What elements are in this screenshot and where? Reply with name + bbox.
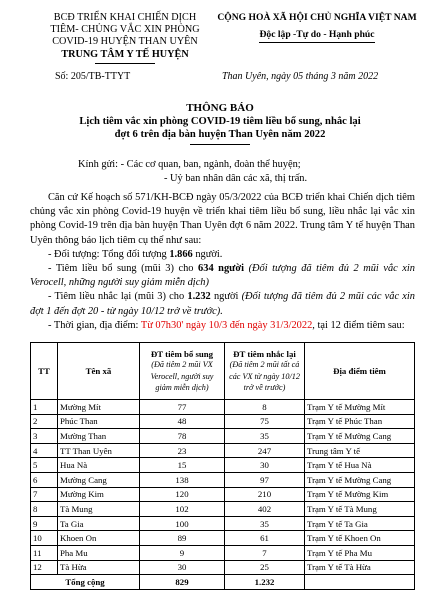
schedule-period: Từ 07h30' ngày 10/3 đến ngày 31/3/2022 [140, 319, 313, 331]
title-divider [190, 144, 250, 145]
cell-commune: Ta Gia [58, 516, 140, 531]
cell-reminder: 97 [225, 472, 305, 487]
cell-booster: 77 [140, 400, 225, 415]
cell-location: Trạm Y tế Mường Kim [305, 487, 415, 502]
cell-booster: 102 [140, 502, 225, 517]
cell-reminder: 61 [225, 531, 305, 546]
table-row [31, 531, 415, 546]
cell-commune: TT Than Uyên [58, 443, 140, 458]
notice-body [30, 191, 415, 333]
cell-reminder: 35 [225, 429, 305, 444]
cell-commune: Mường Than [58, 429, 140, 444]
subjects-text: - Đối tượng: Tổng đối tượng [48, 248, 170, 260]
document-date: Than Uyên, ngày 05 tháng 3 năm 2022 [222, 71, 379, 82]
cell-reminder: 75 [225, 414, 305, 429]
national-header [206, 12, 428, 43]
recipients-line-1 [78, 158, 307, 172]
reminder-header-label: ĐT tiêm nhắc lại [233, 348, 296, 359]
cell-commune: Mường Cang [58, 472, 140, 487]
cell-booster: 138 [140, 472, 225, 487]
table-body [31, 400, 415, 590]
table-total-row [31, 575, 415, 590]
cell-commune: Phúc Than [58, 414, 140, 429]
body-paragraph-subjects [30, 248, 415, 262]
cell-tt: 4 [31, 443, 58, 458]
subjects-total: 1.866 [169, 248, 193, 260]
cell-tt: 1 [31, 400, 58, 415]
cell-location: Trạm Y tế Tà Hừa [305, 560, 415, 575]
cell-booster: 48 [140, 414, 225, 429]
cell-booster: 89 [140, 531, 225, 546]
cell-location: Trạm Y tế Phúc Than [305, 414, 415, 429]
cell-booster: 100 [140, 516, 225, 531]
reminder-unit: người [210, 291, 242, 303]
cell-location: Trạm Y tế Tà Mung [305, 502, 415, 517]
booster-header-note: (Đã tiêm 2 mũi VX Verocell, người suy giảm miễn dịch) [150, 360, 214, 392]
table-row [31, 560, 415, 575]
document-title: THÔNG BÁO [186, 102, 254, 114]
cell-location: Trạm Y tế Mường Cang [305, 472, 415, 487]
body-paragraph-basis: Căn cứ Kế hoạch số 571/KH-BCĐ ngày 05/3/2022 của BCĐ triển khai Chiến dịch tiêm chủng vắc xin phòng Covid-19 huyện về triển khai tiêm liều bổ sung, liều nhắc lại vắc xin phòng Covid-19 trên địa bàn huyện Than Uyên đợt 6 năm 2022. Trung tâm Y tế huyện Than Uyên thông báo lịch tiêm cụ thể như sau: [30, 192, 415, 246]
booster-count: 634 người [198, 263, 245, 275]
cell-booster: 78 [140, 429, 225, 444]
total-reminder: 1.232 [225, 575, 305, 590]
document-subtitle-1: Lịch tiêm vắc xin phòng COVID-19 tiêm liều bổ sung, nhắc lại [79, 116, 361, 127]
issuer-line-3: COVID-19 HUYỆN THAN UYÊN [52, 36, 198, 47]
cell-tt: 12 [31, 560, 58, 575]
col-header-tt: TT [31, 343, 58, 400]
cell-tt: 5 [31, 458, 58, 473]
cell-location: Trạm Y tế Hua Nà [305, 458, 415, 473]
cell-location: Trạm Y tế Mường Cang [305, 429, 415, 444]
cell-tt: 9 [31, 516, 58, 531]
schedule-tail: , tại 12 điểm tiêm sau: [312, 319, 405, 331]
cell-reminder: 8 [225, 400, 305, 415]
issuer-divider [95, 63, 155, 64]
cell-commune: Tà Hừa [58, 560, 140, 575]
cell-tt: 7 [31, 487, 58, 502]
cell-tt: 11 [31, 545, 58, 560]
table-row [31, 487, 415, 502]
cell-commune: Mường Mít [58, 400, 140, 415]
vaccination-schedule-table [30, 342, 415, 590]
table-row [31, 545, 415, 560]
cell-location: Trạm Y tế Pha Mu [305, 545, 415, 560]
reminder-note: (Đối tượng đã tiêm đủ 2 mũi các vắc xin đợt 1 đến đợt 20 - từ ngày 10/12 trở về trước). [30, 291, 415, 317]
cell-reminder: 247 [225, 443, 305, 458]
booster-text: - Tiêm liều bổ sung (mũi 3) cho [48, 263, 199, 275]
table-row [31, 458, 415, 473]
issuer-line-2: TIÊM- CHỦNG VẮC XIN PHÒNG [50, 24, 200, 35]
cell-commune: Pha Mu [58, 545, 140, 560]
issuer-block [30, 12, 220, 64]
cell-reminder: 210 [225, 487, 305, 502]
cell-booster: 15 [140, 458, 225, 473]
col-header-booster [140, 343, 225, 400]
recipients-block [78, 158, 307, 186]
booster-header-label: ĐT tiêm bổ sung [150, 348, 214, 359]
cell-booster: 9 [140, 545, 225, 560]
document-number: Số: 205/TB-TTYT [55, 71, 131, 82]
recipient-2: - Uỷ ban nhân dân các xã, thị trấn. [164, 173, 308, 184]
cell-location: Trung tâm Y tế [305, 443, 415, 458]
cell-booster: 23 [140, 443, 225, 458]
issuer-line-4: TRUNG TÂM Y TẾ HUYỆN [61, 49, 189, 60]
cell-location: Trạm Y tế Ta Gia [305, 516, 415, 531]
table-header-row [31, 343, 415, 400]
cell-tt: 8 [31, 502, 58, 517]
total-booster: 829 [140, 575, 225, 590]
cell-tt: 3 [31, 429, 58, 444]
cell-location: Trạm Y tế Khoen On [305, 531, 415, 546]
col-header-location: Địa điểm tiêm [305, 343, 415, 400]
cell-reminder: 25 [225, 560, 305, 575]
recipient-1: - Các cơ quan, ban, ngành, đoàn thể huyện; [120, 159, 301, 170]
schedule-text: - Thời gian, địa điểm: [48, 319, 141, 331]
body-paragraph-schedule [30, 319, 415, 333]
cell-reminder: 35 [225, 516, 305, 531]
cell-booster: 30 [140, 560, 225, 575]
cell-commune: Khoen On [58, 531, 140, 546]
cell-location: Trạm Y tế Mường Mít [305, 400, 415, 415]
cell-commune: Tà Mung [58, 502, 140, 517]
national-motto: Độc lập -Tự do - Hạnh phúc [259, 29, 374, 43]
booster-note: (Đối tượng đã tiêm đủ 2 mũi vắc xin Verocell, những người suy giảm miễn dịch) [30, 263, 415, 289]
cell-commune: Mường Kim [58, 487, 140, 502]
col-header-commune: Tên xã [58, 343, 140, 400]
reminder-header-note: (Đã tiêm 2 mũi tất cả các VX từ ngày 10/12 trở về trước) [229, 360, 300, 392]
issuer-line-1: BCĐ TRIỂN KHAI CHIẾN DỊCH [53, 12, 197, 23]
table-row [31, 516, 415, 531]
cell-tt: 6 [31, 472, 58, 487]
cell-commune: Hua Nà [58, 458, 140, 473]
cell-reminder: 402 [225, 502, 305, 517]
cell-reminder: 30 [225, 458, 305, 473]
body-paragraph-reminder [30, 290, 415, 318]
col-header-reminder [225, 343, 305, 400]
total-location-empty [305, 575, 415, 590]
cell-reminder: 7 [225, 545, 305, 560]
reminder-count: 1.232 [187, 291, 211, 303]
cell-tt: 2 [31, 414, 58, 429]
recipients-label: Kính gửi: [78, 159, 118, 170]
reminder-text: - Tiêm liều nhắc lại (mũi 3) cho [48, 291, 188, 303]
table-row [31, 472, 415, 487]
table-row [31, 429, 415, 444]
body-paragraph-booster [30, 262, 415, 290]
country-name: CỘNG HOÀ XÃ HỘI CHỦ NGHĨA VIỆT NAM [217, 12, 417, 23]
document-title-block [20, 102, 420, 145]
table-row [31, 502, 415, 517]
cell-booster: 120 [140, 487, 225, 502]
subjects-unit: người. [192, 248, 223, 260]
total-label: Tổng cộng [31, 575, 140, 590]
table-row [31, 414, 415, 429]
table-row [31, 443, 415, 458]
cell-tt: 10 [31, 531, 58, 546]
table-row [31, 400, 415, 415]
document-subtitle-2: đợt 6 trên địa bàn huyện Than Uyên năm 2022 [114, 129, 326, 140]
